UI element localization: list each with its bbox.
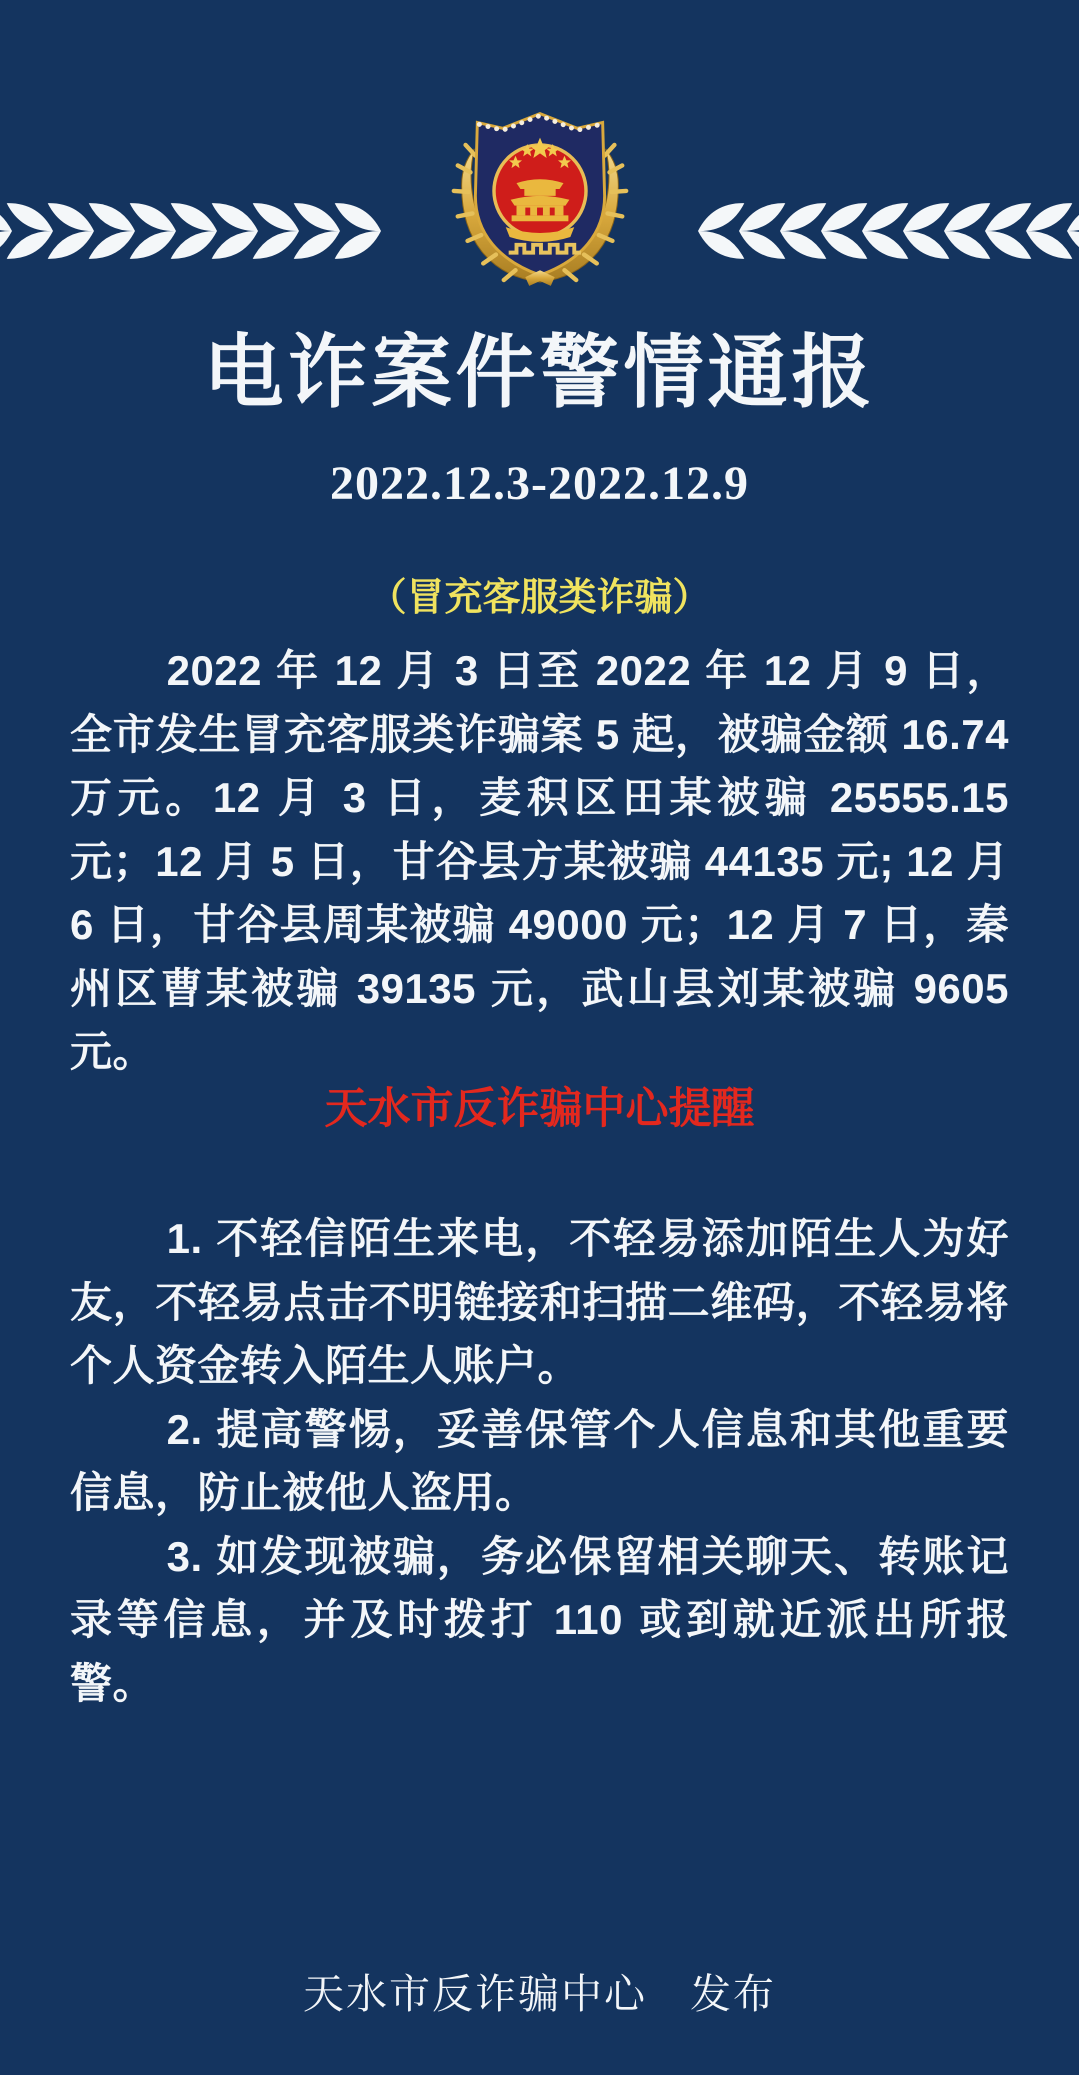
case-summary-section xyxy=(70,639,1009,1084)
page-title: 电诈案件警情通报 xyxy=(203,330,876,418)
reminder-tip-3: 3. 如发现被骗，务必保留相关聊天、转账记录等信息，并及时拨打 110 或到就近派出所报警。 xyxy=(70,1532,1009,1707)
case-summary-paragraph: 2022 年 12 月 3 日至 2022 年 12 月 9 日，全市发生冒充客服类诈骗案 5 起，被骗金额 16.74 万元。12 月 3 日，麦积区田某被骗 25555.15 元；12 月 5 日，甘谷县方某被骗 44135 元; 12 月 6 日，甘谷县周某被骗 49000 元；12 月 7 日，秦州区曹某被骗 39135 元，武山县刘某被骗 9605 元。 xyxy=(70,647,1009,1075)
police-badge-icon xyxy=(447,90,633,286)
publisher-line: 天水市反诈骗中心 发布 xyxy=(303,1971,776,2017)
reminder-tip-1: 1. 不轻信陌生来电，不轻易添加陌生人为好友，不轻易点击不明链接和扫描二维码，不轻易将个人资金转入陌生人账户。 xyxy=(70,1215,1009,1389)
reminder-heading: 天水市反诈骗中心提醒 xyxy=(324,1085,755,1133)
reminder-tip-2: 2. 提高警惕，妥善保管个人信息和其他重要信息，防止被他人盗用。 xyxy=(70,1405,1009,1516)
reminder-tips-section xyxy=(70,1207,1009,1715)
fraud-category-label: （冒充客服类诈骗） xyxy=(368,577,711,619)
leaf-chevron-band-left-icon xyxy=(0,198,412,264)
date-range: 2022.12.3-2022.12.9 xyxy=(330,457,749,510)
leaf-chevron-band-right-icon xyxy=(667,198,1079,264)
